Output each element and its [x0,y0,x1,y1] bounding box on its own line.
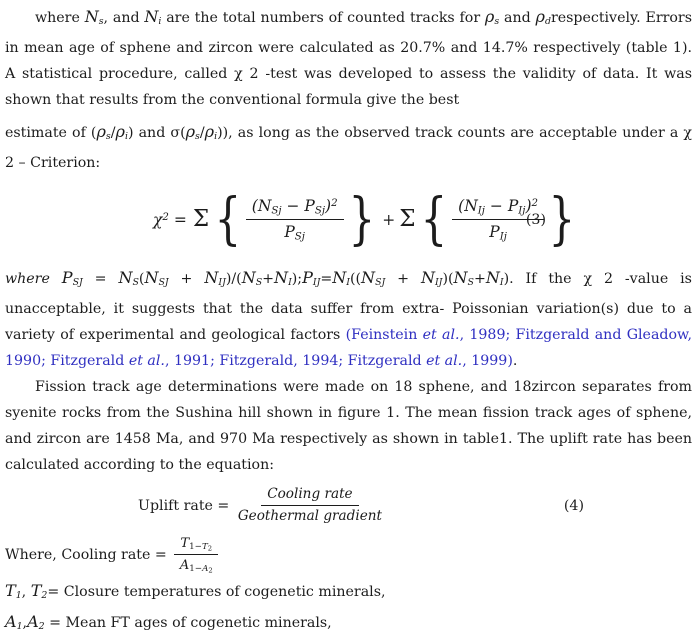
fraction-cooling [174,534,218,577]
left-brace: { [420,187,448,253]
paragraph-estimate: estimate of $(\rho_s/\rho_i)$ and $\sigma(\rho_s/\rho_i)$), as long as the observed track counts are acceptable under a χ 2 – Criterion: [5,122,693,172]
plus-operator: + [382,210,396,229]
equation-3 [5,184,692,256]
fraction-numerator: $T_{1-T2}$ [174,534,218,555]
fraction-sphene [246,195,344,245]
equation-number-4: (4) [563,498,584,515]
left-brace: { [214,187,242,253]
equation-number-3: (3) [525,212,546,229]
sum-operator: Σ [399,206,416,233]
fraction-denominator: $A_{1-A2}$ [179,558,213,575]
fraction-numerator: $(N_{Ij} - P_{Ij})^2$ [452,195,544,220]
paragraph-track-counts: where $N_s$, and $N_i$ are the total numbers of counted tracks for $\rho_s$ and $\rho_drespectively$. Errors in mean age of sphene and zircon were calculated as 20.7% and 14.7% respectively (table 1). A statistical procedure, called χ 2 -test was developed to assess the validity of data. It was shown that results from the conventional formula give the best [5,7,692,109]
fraction-denominator: $P_{Sj}$ [284,223,305,243]
fraction-uplift [238,485,382,526]
right-brace: } [548,187,576,253]
definition-mean-ft-ages: $A_1,A_2$ = Mean FT ages of cogenetic minerals, [5,612,332,633]
cooling-rate-equation [5,534,218,577]
sum-operator: Σ [192,206,210,233]
chi-squared-lhs: $\chi^2$ = [153,210,187,229]
chi-squared-equation [153,187,580,253]
uplift-rate-equation [138,485,382,526]
fraction-numerator: $(N_{Sj} - P_{Sj})^2$ [246,195,344,220]
cooling-rate-label: Where, Cooling rate = [5,546,172,563]
uplift-rate-label: Uplift rate = [138,497,234,514]
paragraph-psj-definition: where $P_{SJ} = N_S(N_{SJ}$ + $N_{IJ})/(N_S+N_I);P_{IJ}=N_I((N_{SJ} + N_{IJ})(N_S+N_I)$. If the χ 2 -value is unacceptable, it suggests that the data suffer from extra- Poissonian variation(s) due to a variety of experimental and geological factors (Feinstein et al., 1989; Fitzgerald and Gleadow, 1990; Fitzgerald et al., 1991; Fitzgerald, 1994; Fitzgerald et al., 1999). [5,268,693,370]
cooling-rate-definition [5,532,692,578]
right-brace: } [348,187,375,253]
equation-4 [5,483,692,529]
definition-closure-temperatures: $T_1$, $T_2=$ Closure temperatures of cogenetic minerals, [5,581,386,602]
paragraph-fission-track-ages: Fission track age determinations were made on 18 sphene, and 18zircon separates from syenite rocks from the Sushina hill shown in figure 1. The mean fission track ages of sphene, and zircon are 1458 Ma, and 970 Ma respectively as shown in table1. The uplift rate has been calculated according to the equation: [5,379,692,474]
fraction-numerator: Cooling rate [261,485,358,506]
fraction-denominator: $P_{Ij}$ [489,223,507,243]
fraction-denominator: Geothermal gradient [237,508,382,525]
